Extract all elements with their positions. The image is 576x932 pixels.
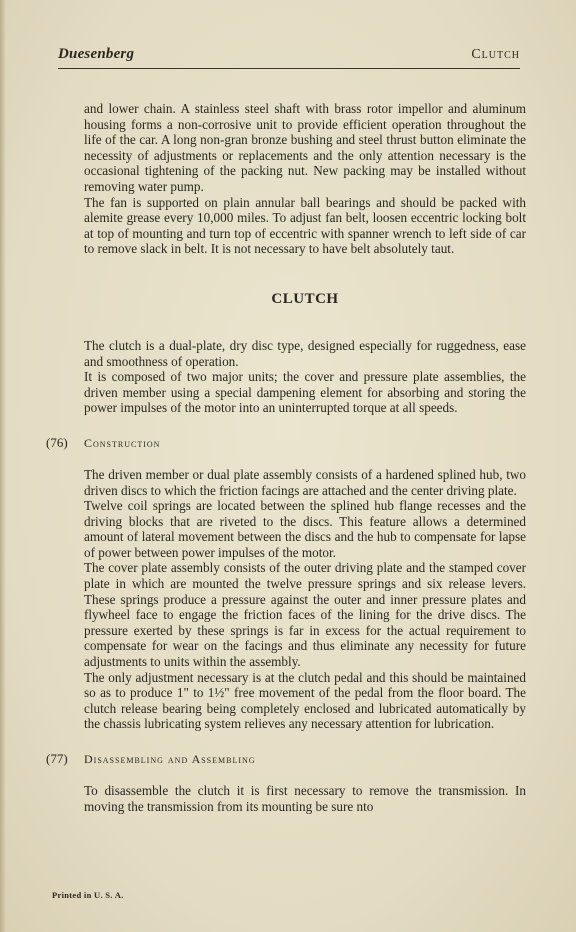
page-content <box>46 101 526 814</box>
section-number: (77) <box>46 751 68 766</box>
paragraph: The driven member or dual plate assembly consists of a hardened splined hub, two driven discs to which the friction facings are attached and the center driving plate. <box>84 466 526 498</box>
paragraph: The cover plate assembly consists of the outer driving plate and the stamped cover plate in which are mounted the twelve pressure springs and six release levers. These springs produce a pressure against the outer and inner pressure plates and flywheel face to engage the friction faces of the lining for the drive discs. The pressure exerted by these springs is far in excess for the actual requirement to compensate for wear on the facings and thus eliminate any necessity for future adjustments to units within the assembly. <box>84 560 526 670</box>
paragraph: The only adjustment necessary is at the clutch pedal and this should be maintained so as to produce 1" to 1½" free movement of the pedal from the floor board. The clutch release bearing being completely enclosed and lubricated automatically by the chassis lubricating system relieves any necessary attention for lubrication. <box>84 669 526 732</box>
subsection-76-title: (76) Construction <box>46 434 161 450</box>
paragraph: Twelve coil springs are located between the splined hub flange recesses and the driving blocks that are riveted to the discs. This feature allows a determined amount of lateral movement between the discs and the hub to compensate for lapse of power between power impulses of the motor. <box>84 498 526 560</box>
section-heading: CLUTCH <box>271 290 339 307</box>
paragraph: and lower chain. A stainless steel shaft with brass rotor impellor and aluminum housing forms a non-corrosive unit to provide efficient operation throughout the life of the car. A long non-gran bronze bushing and steel thrust button eliminate the necessity of adjustments or replacements and the only attention necessary is the occasional tightening of the packing nut. New packing may be installed without removing water pump. <box>84 101 526 194</box>
subsection-77-title: (77) Disassembling and Assembling <box>46 751 256 766</box>
running-header <box>58 46 520 68</box>
header-title: Duesenberg <box>58 46 135 62</box>
paragraph: To disassemble the clutch it is first necessary to remove the transmission. In moving the transmission from its mounting be sure nto <box>84 783 526 814</box>
paragraph: The fan is supported on plain annular ball bearings and should be packed with alemite grease every 10,000 miles. To adjust fan belt, loosen eccentric locking bolt at top of mounting and turn top of eccentric with spanner wrench to left side of car to remove slack in belt. It is not necessary to have belt absolutely taut. <box>84 194 526 257</box>
paragraph: The clutch is a dual-plate, dry disc type, designed especially for ruggedness, ease and smoothness of operation. <box>84 337 526 369</box>
header-section: Clutch <box>471 47 520 62</box>
page-edge-shadow <box>0 0 6 932</box>
footer-imprint: Printed in U. S. A. <box>52 890 124 900</box>
paragraph: It is composed of two major units; the cover and pressure plate assemblies, the driven member using a special dampening element for absorbing and storing the power impulses of the motor into an uninterrupted torque at all speeds. <box>84 369 526 416</box>
header-rule <box>58 68 520 69</box>
section-number: (76) <box>46 434 68 450</box>
